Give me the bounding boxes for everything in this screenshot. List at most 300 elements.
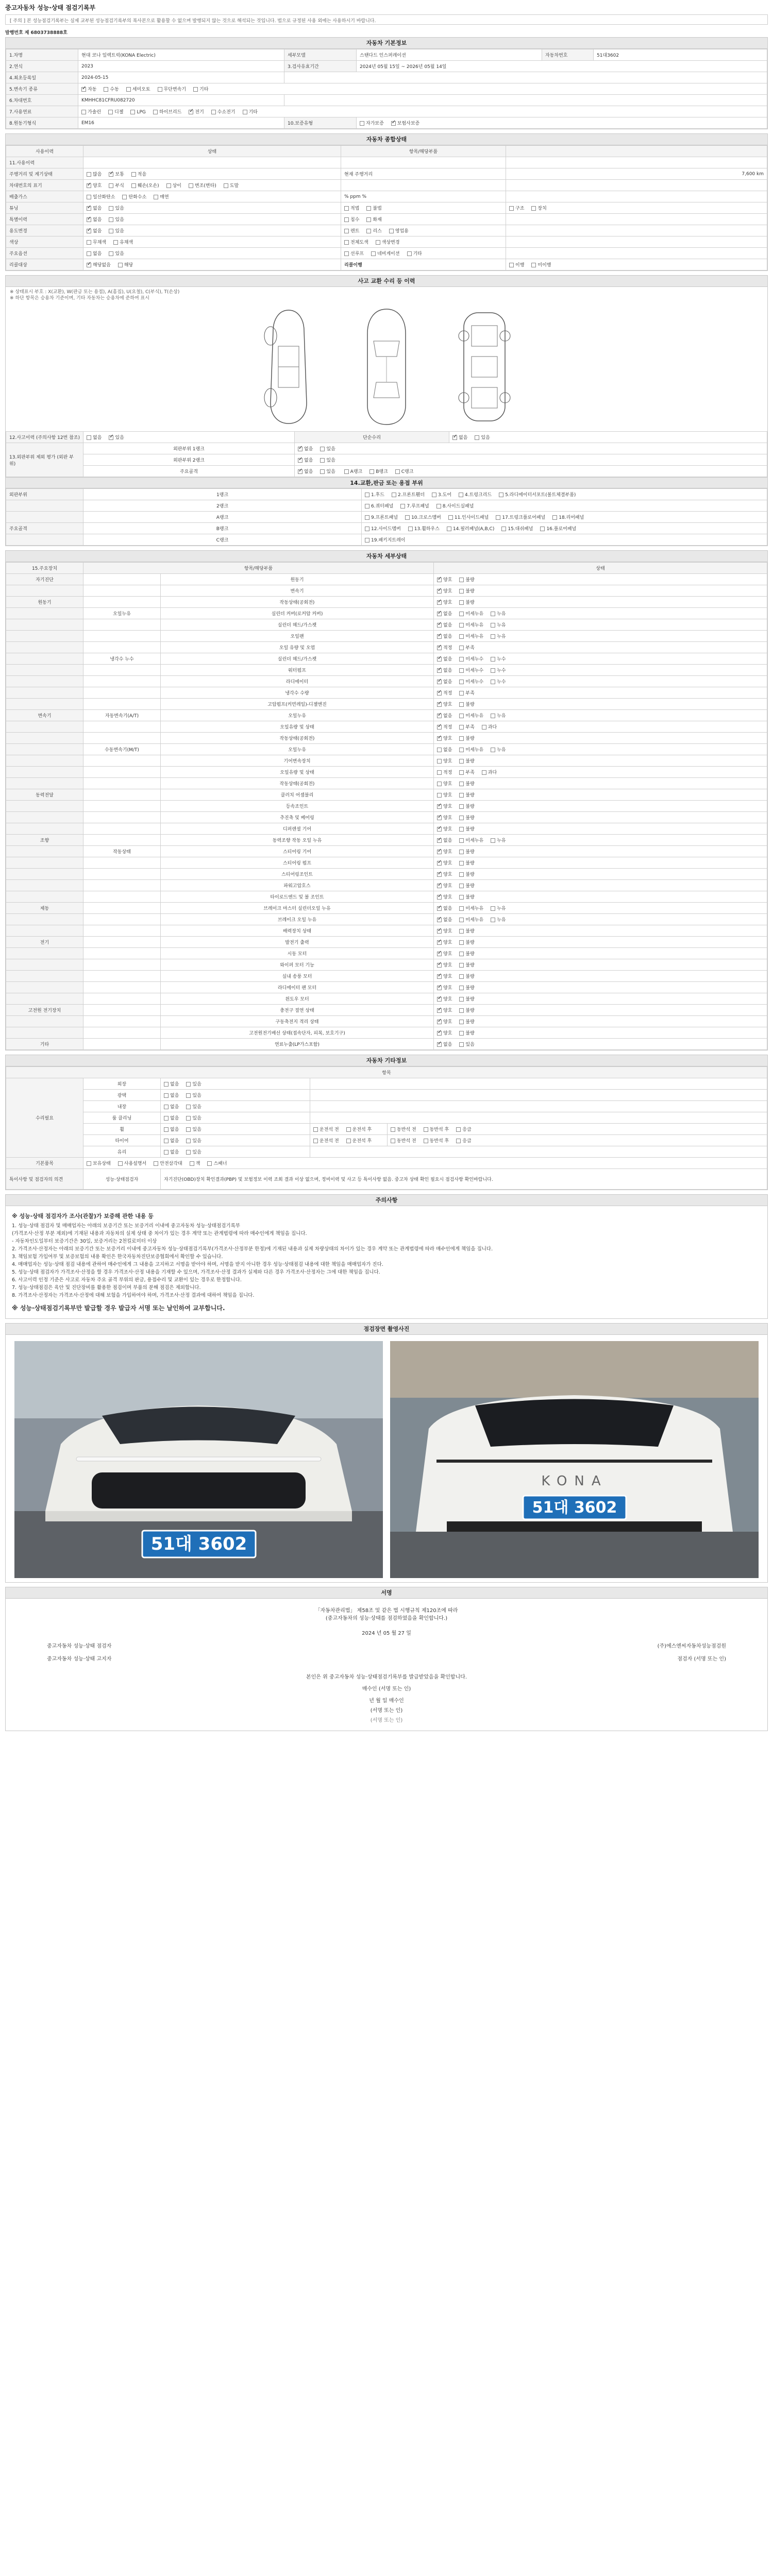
checkbox-icon[interactable] (376, 240, 380, 245)
option-g6-0[interactable] (87, 227, 102, 234)
option-d38-0[interactable] (437, 1007, 452, 1013)
option-g7-0[interactable] (87, 239, 106, 245)
option-d1-1[interactable] (459, 587, 474, 594)
checkbox-icon[interactable] (365, 538, 369, 543)
checkbox-icon[interactable] (459, 782, 464, 786)
option-d13-2[interactable] (482, 723, 497, 730)
checkbox-icon[interactable] (459, 850, 464, 854)
checkbox-icon[interactable] (437, 759, 442, 764)
option-wq5-1[interactable] (424, 1137, 449, 1144)
option-on5-0[interactable] (164, 1137, 179, 1144)
checkbox-icon[interactable] (118, 1161, 123, 1166)
checkbox-icon[interactable] (164, 1150, 169, 1155)
option-d21-0[interactable] (437, 814, 452, 821)
option-d33-1[interactable] (459, 950, 474, 957)
checkbox-icon[interactable] (459, 895, 464, 900)
checkbox-icon[interactable] (509, 206, 514, 211)
checkbox-icon[interactable] (459, 623, 464, 628)
checkbox-icon[interactable] (118, 263, 123, 267)
option-ex3-0[interactable] (365, 525, 401, 532)
option-b5-2[interactable] (130, 110, 145, 115)
option-g39-1[interactable] (531, 261, 551, 268)
option-d7-0[interactable] (437, 655, 452, 662)
checkbox-icon[interactable] (437, 623, 442, 628)
option-ex0-2[interactable] (432, 491, 451, 498)
option-d0-1[interactable] (459, 576, 474, 583)
option-g1-1[interactable] (109, 171, 124, 177)
checkbox-icon[interactable] (459, 612, 464, 616)
checkbox-icon[interactable] (424, 1139, 428, 1143)
checkbox-icon[interactable] (437, 906, 442, 911)
option-wp4-1[interactable] (346, 1126, 372, 1132)
checkbox-icon[interactable] (190, 1161, 194, 1166)
checkbox-icon[interactable] (459, 884, 464, 888)
checkbox-icon[interactable] (491, 680, 495, 684)
checkbox-icon[interactable] (459, 668, 464, 673)
option-b5-0[interactable] (81, 108, 101, 115)
checkbox-icon[interactable] (313, 1127, 318, 1132)
checkbox-icon[interactable] (437, 997, 442, 1002)
option-r2-1[interactable] (320, 456, 335, 463)
checkbox-icon[interactable] (437, 872, 442, 877)
option-wq5-2[interactable] (456, 1137, 471, 1144)
checkbox-icon[interactable] (531, 206, 536, 211)
checkbox-icon[interactable] (186, 1082, 191, 1087)
checkbox-icon[interactable] (371, 251, 376, 256)
option-d1-0[interactable] (437, 587, 452, 594)
checkbox-icon[interactable] (437, 748, 442, 752)
option-d40-1[interactable] (459, 1029, 474, 1036)
option-ex0-4[interactable] (499, 491, 576, 498)
checkbox-icon[interactable] (113, 240, 118, 245)
checkbox-icon[interactable] (126, 87, 131, 92)
checkbox-icon[interactable] (531, 263, 536, 267)
checkbox-icon[interactable] (459, 986, 464, 990)
checkbox-icon[interactable] (496, 515, 500, 520)
option-d2-1[interactable] (459, 599, 474, 605)
option-ex2-3[interactable] (496, 514, 545, 520)
checkbox-icon[interactable] (158, 87, 162, 92)
checkbox-icon[interactable] (491, 714, 495, 718)
option-d26-0[interactable] (437, 871, 452, 877)
checkbox-icon[interactable] (365, 515, 369, 520)
checkbox-icon[interactable] (459, 997, 464, 1002)
option-on2-1[interactable] (186, 1103, 201, 1110)
checkbox-icon[interactable] (491, 634, 495, 639)
checkbox-icon[interactable] (400, 504, 405, 509)
option-rep-0[interactable] (452, 434, 467, 440)
checkbox-icon[interactable] (344, 240, 349, 245)
checkbox-icon[interactable] (491, 612, 495, 616)
checkbox-icon[interactable] (87, 240, 91, 245)
checkbox-icon[interactable] (437, 714, 442, 718)
option-on4-1[interactable] (186, 1126, 201, 1132)
option-d13-1[interactable] (459, 723, 474, 730)
option-on0-1[interactable] (186, 1080, 201, 1087)
checkbox-icon[interactable] (87, 251, 91, 256)
checkbox-icon[interactable] (87, 217, 91, 222)
option-d3-0[interactable] (437, 610, 452, 617)
option-ex2-1[interactable] (405, 514, 441, 520)
option-d17-1[interactable] (459, 769, 474, 775)
option-d40-0[interactable] (437, 1029, 452, 1036)
option-d31-1[interactable] (459, 927, 474, 934)
option-d12-2[interactable] (491, 712, 506, 719)
option-g24-0[interactable] (344, 205, 359, 211)
checkbox-icon[interactable] (109, 217, 113, 222)
checkbox-icon[interactable] (459, 1020, 464, 1024)
checkbox-icon[interactable] (459, 906, 464, 911)
checkbox-icon[interactable] (166, 183, 171, 188)
option-d15-1[interactable] (459, 746, 483, 753)
checkbox-icon[interactable] (109, 183, 113, 188)
checkbox-icon[interactable] (186, 1127, 191, 1132)
checkbox-icon[interactable] (437, 963, 442, 968)
checkbox-icon[interactable] (365, 504, 369, 509)
option-g2-0[interactable] (87, 182, 102, 189)
option-d32-0[interactable] (437, 939, 452, 945)
checkbox-icon[interactable] (491, 668, 495, 673)
checkbox-icon[interactable] (540, 527, 545, 531)
option-ex2-2[interactable] (448, 514, 489, 520)
option-d23-1[interactable] (459, 837, 483, 843)
checkbox-icon[interactable] (459, 725, 464, 730)
checkbox-icon[interactable] (366, 206, 371, 211)
option-g26-0[interactable] (344, 227, 359, 234)
checkbox-icon[interactable] (389, 229, 394, 233)
checkbox-icon[interactable] (459, 816, 464, 820)
checkbox-icon[interactable] (392, 493, 396, 497)
option-d9-2[interactable] (491, 678, 506, 685)
option-d5-0[interactable] (437, 633, 452, 639)
option-d9-1[interactable] (459, 678, 483, 685)
checkbox-icon[interactable] (87, 206, 91, 211)
checkbox-icon[interactable] (459, 872, 464, 877)
checkbox-icon[interactable] (320, 458, 325, 463)
checkbox-icon[interactable] (437, 952, 442, 956)
option-d7-1[interactable] (459, 655, 483, 662)
option-ex1-2[interactable] (436, 502, 474, 509)
option-d18-1[interactable] (459, 780, 474, 787)
checkbox-icon[interactable] (437, 578, 442, 582)
checkbox-icon[interactable] (189, 183, 193, 188)
option-d19-0[interactable] (437, 791, 452, 798)
checkbox-icon[interactable] (452, 435, 457, 440)
option-d4-1[interactable] (459, 621, 483, 628)
option-g9-0[interactable] (87, 261, 111, 268)
option-d28-1[interactable] (459, 893, 474, 900)
checkbox-icon[interactable] (456, 1139, 461, 1143)
option-b3-1[interactable] (104, 86, 119, 92)
option-d29-1[interactable] (459, 905, 483, 911)
option-wp4-0[interactable] (313, 1126, 339, 1132)
checkbox-icon[interactable] (186, 1139, 191, 1143)
option-d7-2[interactable] (491, 655, 506, 662)
option-d30-0[interactable] (437, 916, 452, 923)
option-d6-0[interactable] (437, 644, 452, 651)
checkbox-icon[interactable] (346, 1127, 351, 1132)
checkbox-icon[interactable] (437, 816, 442, 820)
checkbox-icon[interactable] (298, 447, 303, 451)
option-d30-2[interactable] (491, 916, 506, 923)
checkbox-icon[interactable] (509, 263, 514, 267)
option-d34-0[interactable] (437, 961, 452, 968)
checkbox-icon[interactable] (131, 183, 136, 188)
option-d21-1[interactable] (459, 814, 474, 821)
option-g9-1[interactable] (118, 261, 133, 268)
option-d17-0[interactable] (437, 769, 452, 775)
option-ex0-3[interactable] (459, 491, 492, 498)
checkbox-icon[interactable] (313, 1139, 318, 1143)
option-bi-4[interactable] (207, 1160, 227, 1166)
checkbox-icon[interactable] (459, 827, 464, 832)
checkbox-icon[interactable] (437, 736, 442, 741)
option-wq4-0[interactable] (391, 1126, 416, 1132)
option-r1-0[interactable] (298, 445, 313, 452)
checkbox-icon[interactable] (87, 172, 91, 177)
checkbox-icon[interactable] (491, 748, 495, 752)
option-d32-1[interactable] (459, 939, 474, 945)
checkbox-icon[interactable] (491, 838, 495, 843)
checkbox-icon[interactable] (366, 229, 371, 233)
option-g26-2[interactable] (389, 227, 409, 234)
checkbox-icon[interactable] (109, 172, 113, 177)
checkbox-icon[interactable] (499, 493, 503, 497)
checkbox-icon[interactable] (437, 612, 442, 616)
checkbox-icon[interactable] (432, 493, 436, 497)
checkbox-icon[interactable] (298, 458, 303, 463)
checkbox-icon[interactable] (437, 929, 442, 934)
option-on1-0[interactable] (164, 1092, 179, 1098)
option-d0-0[interactable] (437, 576, 452, 583)
checkbox-icon[interactable] (109, 229, 113, 233)
option-d22-0[interactable] (437, 825, 452, 832)
checkbox-icon[interactable] (395, 469, 400, 474)
checkbox-icon[interactable] (437, 1031, 442, 1036)
option-d12-0[interactable] (437, 712, 452, 719)
option-fr-1[interactable] (320, 468, 335, 474)
checkbox-icon[interactable] (459, 736, 464, 741)
option-d19-1[interactable] (459, 791, 474, 798)
checkbox-icon[interactable] (459, 646, 464, 650)
checkbox-icon[interactable] (344, 469, 349, 474)
option-on1-1[interactable] (186, 1092, 201, 1098)
option-ex4-0[interactable] (365, 536, 405, 543)
option-fr-0[interactable] (298, 468, 313, 474)
option-b5-6[interactable] (243, 108, 258, 115)
option-d35-0[interactable] (437, 973, 452, 979)
checkbox-icon[interactable] (164, 1127, 169, 1132)
option-d14-0[interactable] (437, 735, 452, 741)
checkbox-icon[interactable] (491, 918, 495, 922)
checkbox-icon[interactable] (391, 121, 396, 126)
checkbox-icon[interactable] (365, 527, 369, 531)
checkbox-icon[interactable] (193, 87, 198, 92)
checkbox-icon[interactable] (437, 691, 442, 696)
checkbox-icon[interactable] (81, 110, 86, 114)
option-b26-1[interactable] (391, 120, 419, 126)
option-ex2-4[interactable] (552, 514, 584, 520)
checkbox-icon[interactable] (407, 251, 412, 256)
option-on3-0[interactable] (164, 1114, 179, 1121)
checkbox-icon[interactable] (211, 110, 216, 114)
option-d5-1[interactable] (459, 633, 483, 639)
option-d16-0[interactable] (437, 757, 452, 764)
option-d36-1[interactable] (459, 984, 474, 991)
option-d37-0[interactable] (437, 995, 452, 1002)
option-d25-1[interactable] (459, 859, 474, 866)
checkbox-icon[interactable] (459, 702, 464, 707)
checkbox-icon[interactable] (459, 1008, 464, 1013)
checkbox-icon[interactable] (491, 657, 495, 662)
option-r1-1[interactable] (320, 445, 335, 452)
checkbox-icon[interactable] (459, 1042, 464, 1047)
option-d27-1[interactable] (459, 882, 474, 889)
checkbox-icon[interactable] (391, 1139, 395, 1143)
option-d23-0[interactable] (437, 837, 452, 843)
option-d31-0[interactable] (437, 927, 452, 934)
option-d20-0[interactable] (437, 803, 452, 809)
checkbox-icon[interactable] (491, 906, 495, 911)
checkbox-icon[interactable] (164, 1116, 169, 1121)
option-d25-0[interactable] (437, 859, 452, 866)
option-bi-1[interactable] (118, 1160, 146, 1166)
option-b3-4[interactable] (193, 86, 208, 92)
checkbox-icon[interactable] (344, 229, 349, 233)
option-d29-2[interactable] (491, 905, 506, 911)
checkbox-icon[interactable] (437, 600, 442, 605)
option-on4-0[interactable] (164, 1126, 179, 1132)
checkbox-icon[interactable] (87, 195, 91, 199)
option-frr-0[interactable] (344, 468, 363, 474)
option-wq5-0[interactable] (391, 1137, 416, 1144)
checkbox-icon[interactable] (459, 589, 464, 594)
option-d8-2[interactable] (491, 667, 506, 673)
option-d41-0[interactable] (437, 1041, 452, 1047)
option-ex1-1[interactable] (400, 502, 429, 509)
option-d17-2[interactable] (482, 769, 497, 775)
checkbox-icon[interactable] (109, 435, 113, 440)
checkbox-icon[interactable] (344, 217, 349, 222)
option-d10-0[interactable] (437, 689, 452, 696)
checkbox-icon[interactable] (459, 578, 464, 582)
checkbox-icon[interactable] (122, 195, 127, 199)
checkbox-icon[interactable] (164, 1139, 169, 1143)
checkbox-icon[interactable] (459, 759, 464, 764)
option-d2-0[interactable] (437, 599, 452, 605)
checkbox-icon[interactable] (344, 251, 349, 256)
checkbox-icon[interactable] (189, 110, 193, 114)
option-d8-1[interactable] (459, 667, 483, 673)
option-d23-2[interactable] (491, 837, 506, 843)
checkbox-icon[interactable] (459, 974, 464, 979)
option-d20-1[interactable] (459, 803, 474, 809)
option-b26-0[interactable] (360, 120, 384, 126)
checkbox-icon[interactable] (437, 725, 442, 730)
option-g2-4[interactable] (189, 182, 216, 189)
option-ex0-1[interactable] (392, 491, 425, 498)
checkbox-icon[interactable] (437, 1008, 442, 1013)
option-g3-2[interactable] (154, 193, 169, 200)
option-d15-2[interactable] (491, 746, 506, 753)
option-d14-1[interactable] (459, 735, 474, 741)
option-d15-0[interactable] (437, 746, 452, 753)
checkbox-icon[interactable] (81, 87, 86, 92)
option-d9-0[interactable] (437, 678, 452, 685)
option-acc-0[interactable] (87, 434, 102, 440)
option-d29-0[interactable] (437, 905, 452, 911)
option-frr-1[interactable] (369, 468, 388, 474)
option-d36-0[interactable] (437, 984, 452, 991)
option-d18-0[interactable] (437, 780, 452, 787)
checkbox-icon[interactable] (437, 680, 442, 684)
option-wq4-2[interactable] (456, 1126, 471, 1132)
option-b3-3[interactable] (158, 86, 186, 92)
option-b3-0[interactable] (81, 86, 96, 92)
checkbox-icon[interactable] (87, 1161, 91, 1166)
checkbox-icon[interactable] (459, 634, 464, 639)
option-acc-1[interactable] (109, 434, 124, 440)
checkbox-icon[interactable] (437, 634, 442, 639)
checkbox-icon[interactable] (186, 1116, 191, 1121)
checkbox-icon[interactable] (437, 793, 442, 798)
option-d38-1[interactable] (459, 1007, 474, 1013)
checkbox-icon[interactable] (186, 1093, 191, 1098)
checkbox-icon[interactable] (130, 110, 135, 114)
option-ex3-1[interactable] (408, 525, 440, 532)
option-g2-3[interactable] (166, 182, 181, 189)
checkbox-icon[interactable] (437, 850, 442, 854)
checkbox-icon[interactable] (459, 493, 463, 497)
option-g25-1[interactable] (366, 216, 381, 223)
option-g26-1[interactable] (366, 227, 381, 234)
option-wp5-1[interactable] (346, 1137, 372, 1144)
checkbox-icon[interactable] (437, 770, 442, 775)
option-d11-0[interactable] (437, 701, 452, 707)
checkbox-icon[interactable] (131, 172, 136, 177)
option-g24-1[interactable] (366, 205, 381, 211)
checkbox-icon[interactable] (154, 195, 158, 199)
checkbox-icon[interactable] (456, 1127, 461, 1132)
option-g1-2[interactable] (131, 171, 146, 177)
checkbox-icon[interactable] (482, 770, 486, 775)
option-g4-1[interactable] (109, 205, 124, 211)
option-g8-0[interactable] (87, 250, 102, 257)
option-g28-2[interactable] (407, 250, 422, 257)
checkbox-icon[interactable] (437, 782, 442, 786)
option-d39-1[interactable] (459, 1018, 474, 1025)
option-d28-0[interactable] (437, 893, 452, 900)
option-b3-2[interactable] (126, 86, 150, 92)
checkbox-icon[interactable] (437, 1020, 442, 1024)
checkbox-icon[interactable] (437, 974, 442, 979)
checkbox-icon[interactable] (437, 884, 442, 888)
checkbox-icon[interactable] (437, 918, 442, 922)
checkbox-icon[interactable] (243, 110, 247, 114)
checkbox-icon[interactable] (459, 1031, 464, 1036)
checkbox-icon[interactable] (447, 527, 451, 531)
option-ex0-0[interactable] (365, 491, 384, 498)
checkbox-icon[interactable] (459, 861, 464, 866)
checkbox-icon[interactable] (109, 206, 113, 211)
option-on5-1[interactable] (186, 1137, 201, 1144)
checkbox-icon[interactable] (459, 952, 464, 956)
option-d34-1[interactable] (459, 961, 474, 968)
option-ex1-0[interactable] (365, 502, 393, 509)
option-bi-3[interactable] (190, 1160, 200, 1166)
option-g34-1[interactable] (531, 205, 546, 211)
checkbox-icon[interactable] (366, 217, 371, 222)
